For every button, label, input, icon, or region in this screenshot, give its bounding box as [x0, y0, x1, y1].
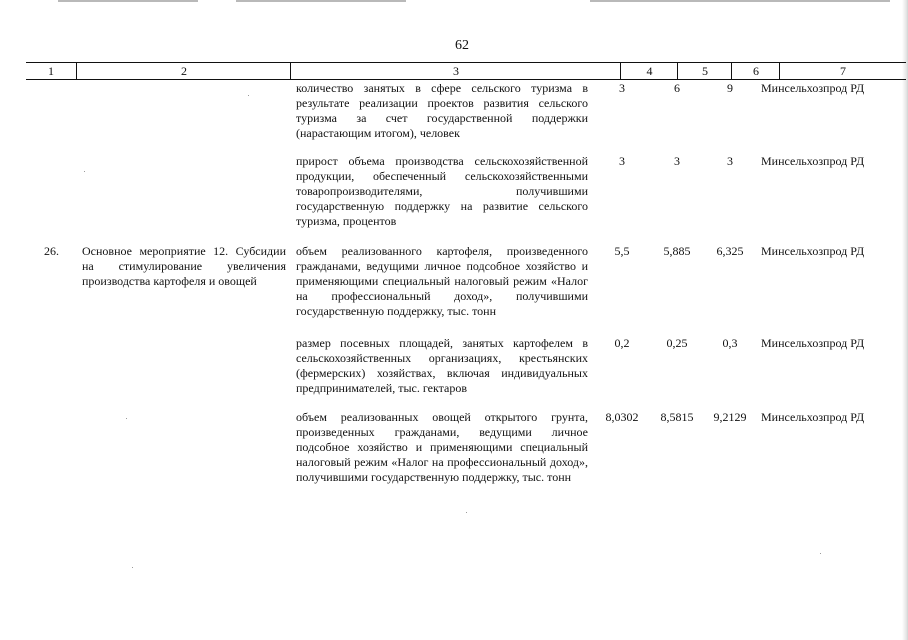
indicator-cell: прирост объема производства сельскохозяйственной продукции, обеспеченный сельскохозяйственными товаропроизводителями, получившими государственную поддержку на развитие сельского туризма, процентов	[296, 154, 588, 228]
column-header-3: 3	[290, 63, 621, 79]
executor-cell: Минсельхозпрод РД	[761, 81, 865, 95]
column-header-1: 1	[48, 64, 54, 78]
scan-edge-mark	[58, 0, 198, 2]
executor-cell: Минсельхозпрод РД	[761, 410, 865, 424]
executor-cell: Минсельхозпрод РД	[761, 154, 865, 168]
scan-speck	[84, 171, 85, 172]
row-number-cell: 26.	[44, 244, 59, 258]
value-cell-col4: 3	[619, 81, 625, 95]
scan-speck	[132, 567, 133, 568]
column-header-4: 4	[620, 63, 678, 79]
value-cell-col4: 5,5	[614, 244, 630, 258]
value-cell-col5: 3	[674, 154, 680, 168]
scan-speck	[466, 512, 467, 513]
executor-cell: Минсельхозпрод РД	[761, 244, 865, 258]
scan-speck	[820, 553, 821, 554]
column-header-7: 7	[779, 63, 906, 79]
table-header-row	[26, 62, 906, 80]
scan-speck	[248, 95, 249, 96]
value-cell-col5: 6	[674, 81, 680, 95]
column-header-2: 2	[76, 63, 291, 79]
indicator-cell: количество занятых в сфере сельского туризма в результате реализации проектов развития сельского туризма за счет государственной поддержки (нарастающим итогом), человек	[296, 81, 588, 140]
indicator-cell: объем реализованного картофеля, произведенного гражданами, ведущими личное подсобное хозяйство и применяющими специальный налоговый режим «Налог на профессиональный доход», получившими государственную поддержку, тыс. тонн	[296, 244, 588, 318]
indicator-cell: размер посевных площадей, занятых картофелем в сельскохозяйственных организациях, крестьянских (фермерских) хозяйствах, включая индивидуальных предпринимателей, тыс. гектаров	[296, 336, 588, 395]
value-cell-col6: 3	[727, 154, 733, 168]
executor-cell: Минсельхозпрод РД	[761, 336, 865, 350]
value-cell-col4: 3	[619, 154, 625, 168]
page-number: 62	[455, 38, 469, 53]
value-cell-col6: 9	[727, 81, 733, 95]
scan-edge-mark	[590, 0, 890, 2]
value-cell-col4: 8,0302	[605, 410, 639, 424]
event-cell: Основное мероприятие 12. Субсидии на стимулирование увеличения производства картофеля и овощей	[82, 244, 286, 288]
value-cell-col6: 0,3	[722, 336, 738, 350]
value-cell-col5: 0,25	[666, 336, 688, 350]
value-cell-col5: 5,885	[663, 244, 691, 258]
value-cell-col6: 9,2129	[713, 410, 747, 424]
scan-speck	[126, 418, 127, 419]
column-header-5: 5	[677, 63, 732, 79]
indicator-cell: объем реализованных овощей открытого грунта, произведенных гражданами, ведущими личное подсобное хозяйство и применяющими специальный налоговый режим «Налог на профессиональный доход», получившими государственную поддержку, тыс. тонн	[296, 410, 588, 484]
column-header-6: 6	[731, 63, 780, 79]
value-cell-col6: 6,325	[716, 244, 744, 258]
value-cell-col4: 0,2	[614, 336, 630, 350]
scan-edge-mark	[236, 0, 406, 2]
value-cell-col5: 8,5815	[660, 410, 694, 424]
scan-shadow	[902, 0, 908, 640]
